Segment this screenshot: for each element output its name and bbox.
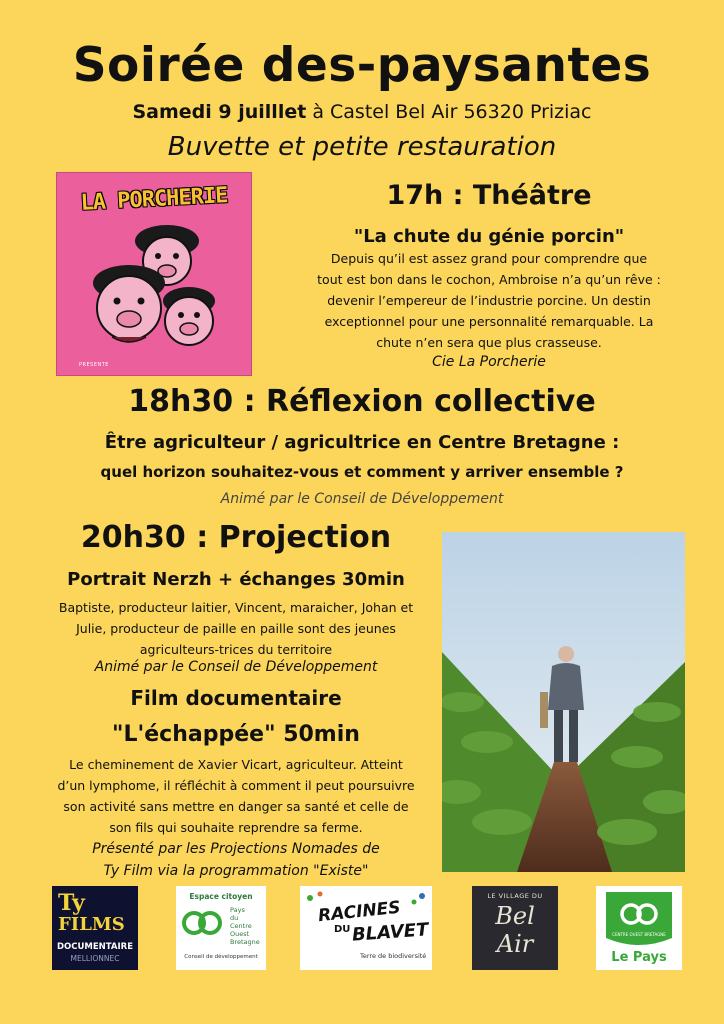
event-date: Samedi 9 juilllet [132,101,307,123]
buvette-note: Buvette et petite restauration [167,132,557,162]
racines-logo-line3: BLAVET [351,919,430,946]
espace-logo-side-line: Centre [230,922,252,930]
event-date-place [0,101,724,123]
pays-logo-ring-text: CENTRE OUEST BRETAGNE [612,932,666,937]
play-description-line: Depuis qu’il est assez grand pour comprendre que [330,251,648,266]
portrait-description-line: Julie, producteur de paille en paille sont des jeunes [76,621,396,636]
espace-logo-side-line: du [230,914,239,922]
ty-films-logo-documentaire: DOCUMENTAIRE [56,942,134,952]
page-title: Soirée des-paysantes [72,38,652,93]
poster-title: LA PORCHERIE [79,183,229,216]
village-logo-line1: LE VILLAGE DU [487,892,543,900]
film-presenter-line: Ty Film via la programmation "Existe" [103,863,369,879]
portrait-animator: Animé par le Conseil de Développement [94,659,378,675]
play-description-line: chute n’en sera que plus crasseuse. [376,335,602,350]
portrait-description-line: Baptiste, producteur laitier, Vincent, maraicher, Johan et [58,600,414,615]
espace-logo-side [230,906,260,946]
ty-films-logo-films: FILMS [58,914,125,935]
espace-logo-footer: Conseil de développement [184,954,258,960]
film-description-line: d’un lymphome, il réfléchit à comment il peut poursuivre [57,778,415,793]
reflexion-animator: Animé par le Conseil de Développement [220,491,504,507]
le-pays-logo [596,886,682,970]
film-description-line: Le cheminement de Xavier Vicart, agriculteur. Atteint [69,757,403,772]
play-description [270,248,708,353]
film-description [18,754,454,838]
reflexion-time-heading: 18h30 : Réflexion collective [128,384,596,419]
reflexion-question: quel horizon souhaitez-vous et comment y arriver ensemble ? [100,463,624,481]
racines-logo-line1: RACINES [317,897,402,927]
poster-presente: PRESENTE [79,362,109,368]
film-description-line: son activité sans mettre en danger sa santé et celle de [63,799,409,814]
theatre-time-heading: 17h : Théâtre [386,180,592,211]
portrait-title: Portrait Nerzh + échanges 30min [67,569,405,590]
film-title-line-2: "L'échappée" 50min [112,722,360,747]
event-place: à Castel Bel Air 56320 Priziac [312,101,592,123]
racines-du-blavet-logo [300,886,432,970]
reflexion-subtitle: Être agriculteur / agricultrice en Centre Bretagne : [104,432,620,453]
pays-logo-label: Le Pays [611,950,667,965]
portrait-description [18,597,454,660]
village-logo-line3: Air [496,930,534,958]
village-bel-air-logo [472,886,558,970]
projection-time-heading: 20h30 : Projection [80,520,392,555]
theatre-poster [56,172,252,376]
pigs-illustration [57,173,251,375]
play-description-line: tout est bon dans le cochon, Ambroise n’a qu’un rêve : [317,272,661,287]
theatre-company: Cie La Porcherie [432,354,546,370]
film-title-line-1: Film documentaire [130,686,342,710]
film-presenter-line: Présenté par les Projections Nomades de [92,841,380,857]
racines-logo-footer: Terre de biodiversité [360,952,427,960]
espace-logo-side-line: Ouest [230,930,250,938]
racines-logo-line2: DU [334,924,351,935]
espace-logo-title: Espace citoyen [189,892,253,901]
espace-citoyen-logo [176,886,266,970]
portrait-description-line: agriculteurs-trices du territoire [139,642,333,657]
village-logo-line2: Bel [495,902,535,930]
play-description-line: exceptionnel pour une personnalité remarquable. La [324,314,654,329]
ty-films-logo-ty: Ty [58,890,85,916]
espace-logo-side-line: Pays [230,906,245,914]
pays-knot-icon [180,906,230,940]
film-description-line: son fils qui souhaite reprendre sa ferme. [109,820,363,835]
play-title: "La chute du génie porcin" [353,226,625,247]
ty-films-logo-mellionnec: MELLIONNEC [70,954,120,963]
film-presenter [18,838,454,882]
play-description-line: devenir l’empereur de l’industrie porcine. Un destin [327,293,651,308]
ty-films-logo [52,886,138,970]
espace-logo-side-line: Bretagne [230,938,260,946]
film-still-photo [442,532,685,872]
